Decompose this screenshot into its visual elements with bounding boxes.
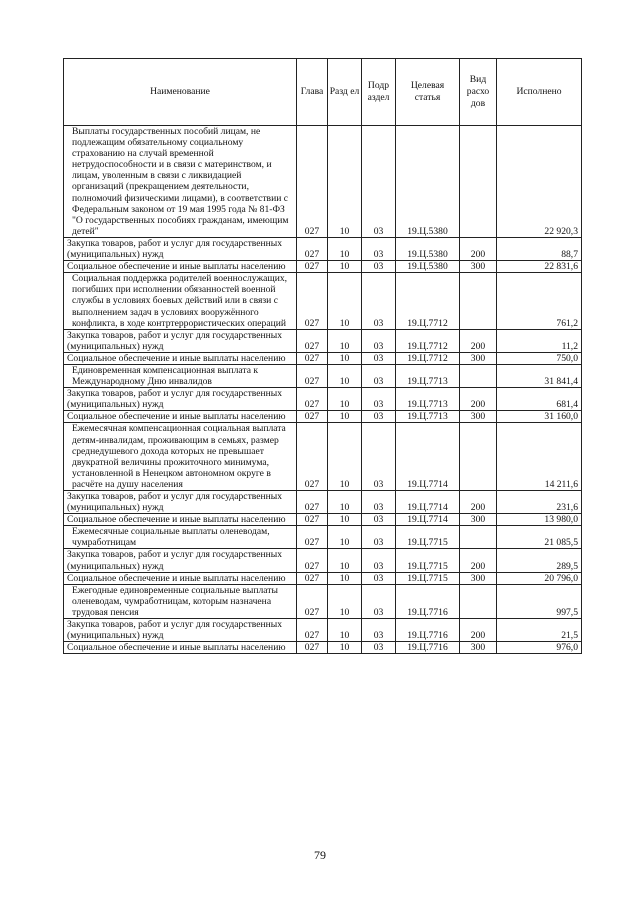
row-subsection: 03 xyxy=(362,514,396,526)
row-expense: 200 xyxy=(460,491,497,514)
budget-table xyxy=(63,58,582,654)
header-chapter: Глава xyxy=(297,59,328,126)
row-chapter: 027 xyxy=(297,491,328,514)
row-expense: 200 xyxy=(460,329,497,352)
row-expense xyxy=(460,364,497,387)
header-subsection: Подр аздел xyxy=(362,59,396,126)
row-subsection: 03 xyxy=(362,364,396,387)
row-section: 10 xyxy=(328,619,362,642)
row-subsection: 03 xyxy=(362,273,396,329)
table-row xyxy=(64,352,582,364)
row-section: 10 xyxy=(328,411,362,423)
row-executed: 761,2 xyxy=(497,273,582,329)
row-expense: 200 xyxy=(460,388,497,411)
row-expense: 300 xyxy=(460,642,497,654)
row-name-text: Ежегодные единовременные социальные выплаты оленеводам, чумработницам, которым назначена трудовая пенсия xyxy=(72,584,278,618)
row-name: Закупка товаров, работ и услуг для государственных (муниципальных) нужд xyxy=(64,237,297,260)
row-name xyxy=(64,423,297,491)
row-name xyxy=(64,273,297,329)
row-name: Закупка товаров, работ и услуг для государственных (муниципальных) нужд xyxy=(64,329,297,352)
row-expense: 200 xyxy=(460,237,497,260)
row-expense xyxy=(460,126,497,238)
row-chapter: 027 xyxy=(297,584,328,618)
row-expense xyxy=(460,584,497,618)
table-row xyxy=(64,549,582,572)
row-chapter: 027 xyxy=(297,261,328,273)
row-name: Закупка товаров, работ и услуг для государственных (муниципальных) нужд xyxy=(64,388,297,411)
row-chapter: 027 xyxy=(297,237,328,260)
row-executed: 21 085,5 xyxy=(497,526,582,549)
table-row xyxy=(64,388,582,411)
row-section: 10 xyxy=(328,572,362,584)
row-executed: 22 920,3 xyxy=(497,126,582,238)
row-subsection: 03 xyxy=(362,126,396,238)
row-subsection: 03 xyxy=(362,388,396,411)
table-row xyxy=(64,584,582,618)
row-target: 19.Ц.7716 xyxy=(396,619,460,642)
row-expense xyxy=(460,526,497,549)
row-executed: 14 211,6 xyxy=(497,423,582,491)
row-target: 19.Ц.7713 xyxy=(396,388,460,411)
row-section: 10 xyxy=(328,261,362,273)
row-expense: 300 xyxy=(460,572,497,584)
table-body xyxy=(64,126,582,654)
row-target: 19.Ц.5380 xyxy=(396,126,460,238)
row-name: Социальное обеспечение и иные выплаты населению xyxy=(64,261,297,273)
row-chapter: 027 xyxy=(297,273,328,329)
row-section: 10 xyxy=(328,126,362,238)
row-target: 19.Ц.7715 xyxy=(396,526,460,549)
row-name: Социальное обеспечение и иные выплаты населению xyxy=(64,352,297,364)
row-executed: 21,5 xyxy=(497,619,582,642)
row-subsection: 03 xyxy=(362,423,396,491)
row-target: 19.Ц.5380 xyxy=(396,261,460,273)
row-subsection: 03 xyxy=(362,584,396,618)
row-chapter: 027 xyxy=(297,126,328,238)
row-name xyxy=(64,364,297,387)
row-subsection: 03 xyxy=(362,329,396,352)
row-section: 10 xyxy=(328,352,362,364)
row-expense xyxy=(460,423,497,491)
table-row xyxy=(64,261,582,273)
row-executed: 997,5 xyxy=(497,584,582,618)
row-section: 10 xyxy=(328,514,362,526)
row-name-text: Социальная поддержка родителей военнослужащих, погибших при исполнении обязанностей военной службы в условиях боевых действий или в связи с выполнением задач в условиях вооружённого конфликта, в ходе контртеррористических операций xyxy=(72,273,288,329)
row-target: 19.Ц.5380 xyxy=(396,237,460,260)
row-name-text: Выплаты государственных пособий лицам, не подлежащим обязательному социальному страхованию на случай временной нетрудоспособности и в связи с материнством, и лицам, уволенным в связи с ликвидацией организаций (прекращением деятельности, полномочий физическими лицами), в соответствии с Федеральным законом от 19 мая 1995 года № 81-ФЗ "О государственных пособиях гражданам, имеющим детей" xyxy=(72,126,289,237)
row-chapter: 027 xyxy=(297,642,328,654)
row-chapter: 027 xyxy=(297,388,328,411)
row-chapter: 027 xyxy=(297,364,328,387)
row-expense: 300 xyxy=(460,352,497,364)
row-chapter: 027 xyxy=(297,572,328,584)
row-executed: 22 831,6 xyxy=(497,261,582,273)
row-executed: 976,0 xyxy=(497,642,582,654)
table-row xyxy=(64,273,582,329)
row-executed: 681,4 xyxy=(497,388,582,411)
row-executed: 231,6 xyxy=(497,491,582,514)
row-chapter: 027 xyxy=(297,352,328,364)
table-row xyxy=(64,364,582,387)
row-name: Социальное обеспечение и иные выплаты населению xyxy=(64,411,297,423)
table-row xyxy=(64,423,582,491)
row-target: 19.Ц.7713 xyxy=(396,411,460,423)
row-section: 10 xyxy=(328,329,362,352)
row-target: 19.Ц.7715 xyxy=(396,572,460,584)
row-expense: 300 xyxy=(460,411,497,423)
row-subsection: 03 xyxy=(362,261,396,273)
row-target: 19.Ц.7716 xyxy=(396,584,460,618)
row-executed: 31 160,0 xyxy=(497,411,582,423)
row-executed: 13 980,0 xyxy=(497,514,582,526)
header-target: Целевая статья xyxy=(396,59,460,126)
row-target: 19.Ц.7714 xyxy=(396,491,460,514)
table-row xyxy=(64,514,582,526)
table-row xyxy=(64,642,582,654)
table-row xyxy=(64,237,582,260)
row-subsection: 03 xyxy=(362,526,396,549)
table-row xyxy=(64,411,582,423)
row-name: Социальное обеспечение и иные выплаты населению xyxy=(64,572,297,584)
row-section: 10 xyxy=(328,273,362,329)
row-target: 19.Ц.7716 xyxy=(396,642,460,654)
row-name: Закупка товаров, работ и услуг для государственных (муниципальных) нужд xyxy=(64,549,297,572)
row-name: Закупка товаров, работ и услуг для государственных (муниципальных) нужд xyxy=(64,491,297,514)
header-row xyxy=(64,59,582,126)
table-row xyxy=(64,572,582,584)
header-name: Наименование xyxy=(64,59,297,126)
row-target: 19.Ц.7712 xyxy=(396,352,460,364)
row-section: 10 xyxy=(328,549,362,572)
header-expense: Вид расхо дов xyxy=(460,59,497,126)
header-executed: Исполнено xyxy=(497,59,582,126)
header-section: Разд ел xyxy=(328,59,362,126)
row-section: 10 xyxy=(328,423,362,491)
row-subsection: 03 xyxy=(362,619,396,642)
row-chapter: 027 xyxy=(297,619,328,642)
row-expense: 200 xyxy=(460,619,497,642)
row-name-text: Ежемесячные социальные выплаты оленеводам, чумработницам xyxy=(72,526,270,549)
row-name-text: Ежемесячная компенсационная социальная выплата детям-инвалидам, проживающим в семьях, размер среднедушевого дохода которых не превышает двукратной величины прожиточного минимума, установленной в Ненецком автономном округе в расчёте на душу населения xyxy=(72,423,286,490)
row-chapter: 027 xyxy=(297,526,328,549)
row-target: 19.Ц.7714 xyxy=(396,514,460,526)
row-subsection: 03 xyxy=(362,237,396,260)
row-name xyxy=(64,584,297,618)
row-target: 19.Ц.7714 xyxy=(396,423,460,491)
row-section: 10 xyxy=(328,364,362,387)
row-section: 10 xyxy=(328,388,362,411)
row-executed: 750,0 xyxy=(497,352,582,364)
table-row xyxy=(64,126,582,238)
row-subsection: 03 xyxy=(362,411,396,423)
row-name: Социальное обеспечение и иные выплаты населению xyxy=(64,514,297,526)
row-target: 19.Ц.7715 xyxy=(396,549,460,572)
row-chapter: 027 xyxy=(297,514,328,526)
row-subsection: 03 xyxy=(362,491,396,514)
row-expense: 300 xyxy=(460,261,497,273)
row-section: 10 xyxy=(328,526,362,549)
row-chapter: 027 xyxy=(297,411,328,423)
row-section: 10 xyxy=(328,491,362,514)
row-executed: 289,5 xyxy=(497,549,582,572)
row-subsection: 03 xyxy=(362,352,396,364)
row-name xyxy=(64,126,297,238)
row-section: 10 xyxy=(328,584,362,618)
row-name: Закупка товаров, работ и услуг для государственных (муниципальных) нужд xyxy=(64,619,297,642)
row-section: 10 xyxy=(328,237,362,260)
page-number: 79 xyxy=(314,848,326,862)
row-name: Социальное обеспечение и иные выплаты населению xyxy=(64,642,297,654)
row-executed: 31 841,4 xyxy=(497,364,582,387)
row-expense xyxy=(460,273,497,329)
row-expense: 300 xyxy=(460,514,497,526)
row-target: 19.Ц.7712 xyxy=(396,273,460,329)
row-subsection: 03 xyxy=(362,572,396,584)
row-executed: 88,7 xyxy=(497,237,582,260)
row-name-text: Единовременная компенсационная выплата к Международному Дню инвалидов xyxy=(72,364,259,388)
row-target: 19.Ц.7712 xyxy=(396,329,460,352)
row-executed: 11,2 xyxy=(497,329,582,352)
row-name xyxy=(64,526,297,549)
row-target: 19.Ц.7713 xyxy=(396,364,460,387)
row-section: 10 xyxy=(328,642,362,654)
row-chapter: 027 xyxy=(297,329,328,352)
table-row xyxy=(64,526,582,549)
row-expense: 200 xyxy=(460,549,497,572)
row-subsection: 03 xyxy=(362,642,396,654)
row-subsection: 03 xyxy=(362,549,396,572)
table-row xyxy=(64,329,582,352)
table-row xyxy=(64,619,582,642)
row-chapter: 027 xyxy=(297,549,328,572)
table-row xyxy=(64,491,582,514)
row-chapter: 027 xyxy=(297,423,328,491)
row-executed: 20 796,0 xyxy=(497,572,582,584)
